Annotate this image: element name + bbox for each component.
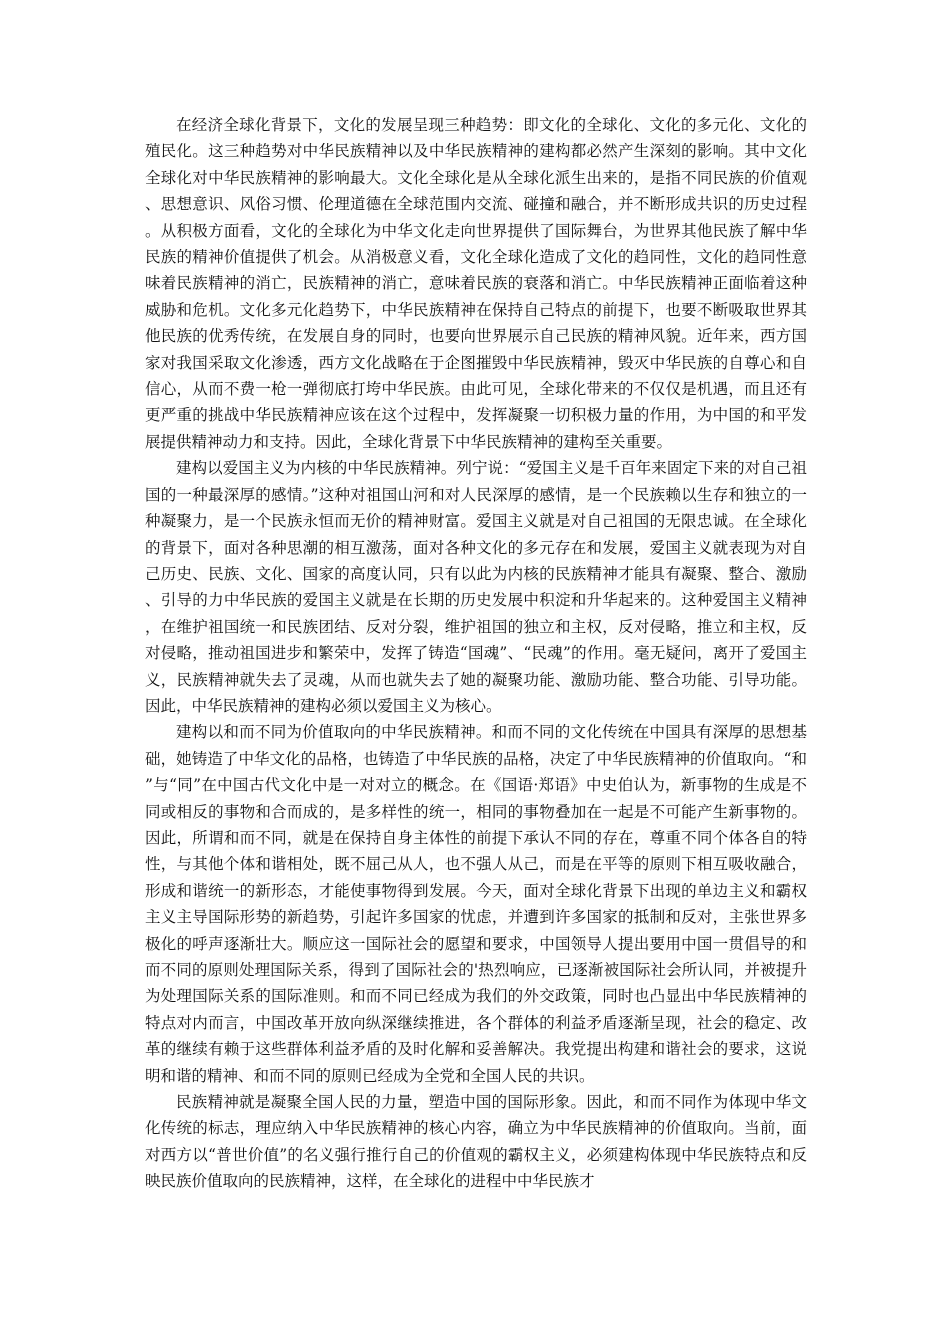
paragraph-national-spirit: 民族精神就是凝聚全国人民的力量，塑造中国的国际形象。因此，和而不同作为体现中华文化传统的标志，理应纳入中华民族精神的核心内容，确立为中华民族精神的价值取向。当前，面对西方以“普世价值”的名义强行推行自己的价值观的霸权主义，必须建构体现中华民族特点和反映民族价值取向的民族精神，这样，在全球化的进程中中华民族才 [145,1093,807,1191]
paragraph-cultural-globalization: 在经济全球化背景下，文化的发展呈现三种趋势：即文化的全球化、文化的多元化、文化的殖民化。这三种趋势对中华民族精神以及中华民族精神的建构都必然产生深刻的影响。其中文化全球化对中华民族精神的影响最大。文化全球化是从全球化派生出来的，是指不同民族的价值观、思想意识、风俗习惯、伦理道德在全球范围内交流、碰撞和融合，并不断形成共识的历史过程。从积极方面看，文化的全球化为中华文化走向世界提供了国际舞台，为世界其他民族了解中华民族的精神价值提供了机会。从消极意义看，文化全球化造成了文化的趋同性，文化的趋同性意味着民族精神的消亡，民族精神的消亡，意味着民族的衰落和消亡。中华民族精神正面临着这种威胁和危机。文化多元化趋势下，中华民族精神在保持自己特点的前提下，也要不断吸取世界其他民族的优秀传统，在发展自身的同时，也要向世界展示自己民族的精神风貌。近年来，西方国家对我国采取文化渗透，西方文化战略在于企图摧毁中华民族精神，毁灭中华民族的自尊心和自信心，从而不费一枪一弹彻底打垮中华民族。由此可见，全球化带来的不仅仅是机遇，而且还有更严重的挑战中华民族精神应该在这个过程中，发挥凝聚一切积极力量的作用，为中国的和平发展提供精神动力和支持。因此，全球化背景下中华民族精神的建构至关重要。 [145,116,807,451]
document-body [145,112,807,1195]
paragraph-harmony-without-uniformity: 建构以和而不同为价值取向的中华民族精神。和而不同的文化传统在中国具有深厚的思想基础，她铸造了中华文化的品格，也铸造了中华民族的品格，决定了中华民族精神的价值取向。“和”与“同”在中国古代文化中是一对对立的概念。在《国语·郑语》中史伯认为，新事物的生成是不同或相反的事物和合而成的，是多样性的统一，相同的事物叠加在一起是不可能产生新事物的。因此，所谓和而不同，就是在保持自身主体性的前提下承认不同的存在，尊重不同个体各自的特性，与其他个体和谐相处，既不屈己从人，也不强人从己，而是在平等的原则下相互吸收融合，形成和谐统一的新形态，才能使事物得到发展。今天，面对全球化背景下出现的单边主义和霸权主义主导国际形势的新趋势，引起许多国家的忧虑，并遭到许多国家的抵制和反对，主张世界多极化的呼声逐渐壮大。顺应这一国际社会的愿望和要求，中国领导人提出要用中国一贯倡导的和而不同的原则处理国际关系，得到了国际社会的'热烈响应，已逐渐被国际社会所认同，并被提升为处理国际关系的国际准则。和而不同已经成为我们的外交政策，同时也凸显出中华民族精神的特点对内而言，中国改革开放向纵深继续推进，各个群体的利益矛盾逐渐呈现，社会的稳定、改革的继续有赖于这些群体利益矛盾的及时化解和妥善解决。我党提出构建和谐社会的要求，这说明和谐的精神、和而不同的原则已经成为全党和全国人民的共识。 [145,723,807,1085]
paragraph-patriotism: 建构以爱国主义为内核的中华民族精神。列宁说：“爱国主义是千百年来固定下来的对自己祖国的一种最深厚的感情。”这种对祖国山河和对人民深厚的感情，是一个民族赖以生存和独立的一种凝聚力，是一个民族永恒而无价的精神财富。爱国主义就是对自己祖国的无限忠诚。在全球化的背景下，面对各种思潮的相互激荡，面对各种文化的多元存在和发展，爱国主义就表现为对自己历史、民族、文化、国家的高度认同，只有以此为内核的民族精神才能具有凝聚、整合、激励、引导的力中华民族的爱国主义就是在长期的历史发展中积淀和升华起来的。这种爱国主义精神，在维护祖国统一和民族团结、反对分裂，维护祖国的独立和主权，反对侵略，推立和主权，反对侵略，推动祖国进步和繁荣中，发挥了铸造“国魂”、“民魂”的作用。毫无疑问，离开了爱国主义，民族精神就失去了灵魂，从而也就失去了她的凝聚功能、激励功能、整合功能、引导功能。因此，中华民族精神的建构必须以爱国主义为核心。 [145,459,807,715]
